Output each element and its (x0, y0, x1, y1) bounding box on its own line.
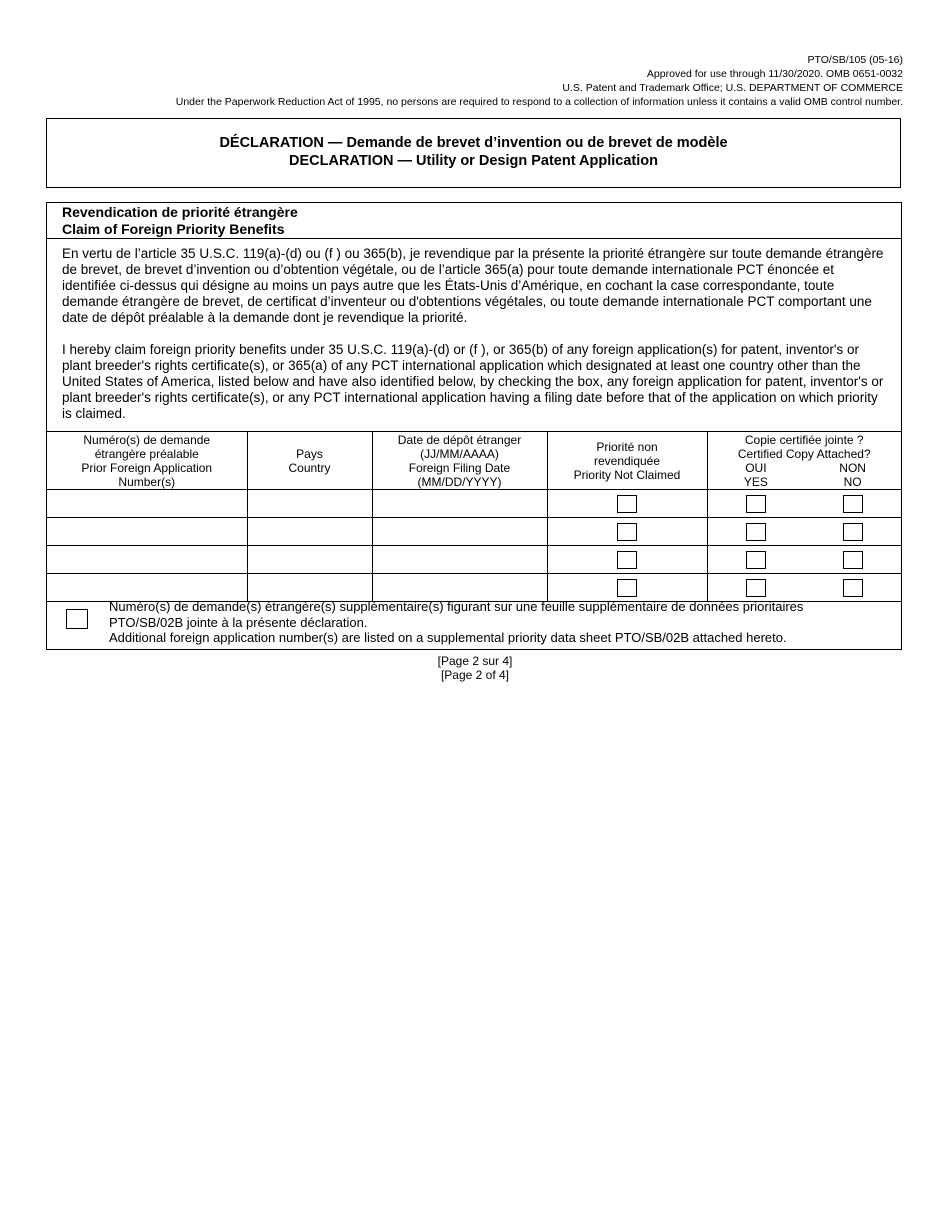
certified-no-checkbox[interactable] (843, 523, 863, 541)
certified-copy-cell (707, 574, 901, 602)
yes-label-fr: OUI (745, 460, 767, 475)
section-heading (47, 203, 901, 239)
not-claimed-checkbox[interactable] (617, 523, 637, 541)
not-claimed-cell (547, 518, 707, 546)
filing-date-cell[interactable] (372, 546, 547, 574)
certified-copy-cell (707, 518, 901, 546)
col-country: Pays Country (247, 432, 372, 490)
country-cell[interactable] (247, 518, 372, 546)
form-number: PTO/SB/105 (05-16) (807, 54, 903, 66)
approval-text: Approved for use through 11/30/2020. OMB 0651-0032 (646, 68, 903, 80)
country-cell[interactable] (247, 490, 372, 518)
supplemental-sheet-row (47, 600, 901, 650)
not-claimed-cell (547, 490, 707, 518)
col-certified-copy: Copie certifiée jointe ? Certified Copy Attached? OUI NON YES NO (707, 432, 901, 490)
col-priority-not-claimed: Priorité non revendiquée Priority Not Claimed (547, 432, 707, 490)
table-row (47, 490, 901, 518)
certified-copy-cell (707, 490, 901, 518)
country-cell[interactable] (247, 546, 372, 574)
paragraph-english: I hereby claim foreign priority benefits under 35 U.S.C. 119(a)-(d) or (f ), or 365(b) of any foreign application(s) for patent, inventor's or plant breeder's rights certificate(s), or 365(a) of any PCT international application which designated at least one country other than the United States of America, listed below and have also identified below, by checking the box, any foreign application for patent, inventor's or plant breeder's rights certificate(s), or any PCT international application having a filing date before that of the application on which priority is claimed. (62, 342, 884, 421)
filing-date-cell[interactable] (372, 518, 547, 546)
paragraph-french: En vertu de l’article 35 U.S.C. 119(a)-(d) ou (f ) ou 365(b), je revendique par la présente la priorité étrangère sur toute demande étrangère de brevet, de brevet d’invention ou d’obtention végétale, ou de l’article 365(a) pour toute demande internationale PCT énoncée et identifiée ci-dessus qui désigne au moins un pays autre que les États-Unis d’Amérique, en cochant la case correspondante, toute demande étrangère de brevet, de certificat d’inventeur ou d'obtentions végétales, ou toute demande internationale PCT comportant une date de dépôt préalable à la demande dont je revendique la priorité. (62, 246, 884, 325)
section-heading-english: Claim of Foreign Priority Benefits (62, 221, 285, 237)
not-claimed-cell (547, 574, 707, 602)
table-header-row (47, 432, 901, 490)
supplemental-sheet-checkbox[interactable] (66, 609, 88, 629)
form-header (176, 53, 903, 109)
pra-notice: Under the Paperwork Reduction Act of 1995, no persons are required to respond to a collection of information unless it contains a valid OMB control number. (175, 96, 903, 108)
title-box (46, 118, 901, 188)
app-number-cell[interactable] (47, 490, 247, 518)
table-row (47, 518, 901, 546)
filing-date-cell[interactable] (372, 574, 547, 602)
certified-yes-checkbox[interactable] (746, 551, 766, 569)
agency-text: U.S. Patent and Trademark Office; U.S. DEPARTMENT OF COMMERCE (562, 82, 903, 94)
certified-yes-checkbox[interactable] (746, 523, 766, 541)
certified-yes-checkbox[interactable] (746, 579, 766, 597)
title-french: DÉCLARATION — Demande de brevet d’invention ou de brevet de modèle (219, 135, 728, 151)
certified-no-checkbox[interactable] (843, 579, 863, 597)
app-number-cell[interactable] (47, 574, 247, 602)
not-claimed-cell (547, 546, 707, 574)
supplemental-sheet-text: Numéro(s) de demande(s) étrangère(s) supplémentaire(s) figurant sur une feuille supplémentaire de données prioritaires PTO/SB/02B jointe à la présente déclaration. Additional foreign application number(s) are listed on a supplemental priority data sheet PTO/SB/02B attached hereto. (109, 599, 804, 645)
page-number-french: [Page 2 sur 4] (437, 654, 513, 668)
col-filing-date: Date de dépôt étranger (JJ/MM/AAAA) Foreign Filing Date (MM/DD/YYYY) (372, 432, 547, 490)
table-row (47, 574, 901, 602)
yes-label-en: YES (743, 474, 768, 489)
certified-no-checkbox[interactable] (843, 495, 863, 513)
certified-copy-cell (707, 546, 901, 574)
foreign-priority-section (46, 202, 902, 650)
page-number-english: [Page 2 of 4] (440, 668, 510, 682)
not-claimed-checkbox[interactable] (617, 551, 637, 569)
country-cell[interactable] (247, 574, 372, 602)
certified-yes-checkbox[interactable] (746, 495, 766, 513)
col-app-number: Numéro(s) de demande étrangère préalable Prior Foreign Application Number(s) (47, 432, 247, 490)
not-claimed-checkbox[interactable] (617, 495, 637, 513)
certified-no-checkbox[interactable] (843, 551, 863, 569)
priority-table (47, 431, 901, 602)
not-claimed-checkbox[interactable] (617, 579, 637, 597)
no-label-en: NO (843, 474, 862, 489)
filing-date-cell[interactable] (372, 490, 547, 518)
app-number-cell[interactable] (47, 546, 247, 574)
app-number-cell[interactable] (47, 518, 247, 546)
table-row (47, 546, 901, 574)
page-footer (0, 654, 950, 682)
title-english: DECLARATION — Utility or Design Patent Application (289, 153, 658, 169)
section-heading-french: Revendication de priorité étrangère (62, 204, 298, 220)
no-label-fr: NON (839, 460, 866, 475)
